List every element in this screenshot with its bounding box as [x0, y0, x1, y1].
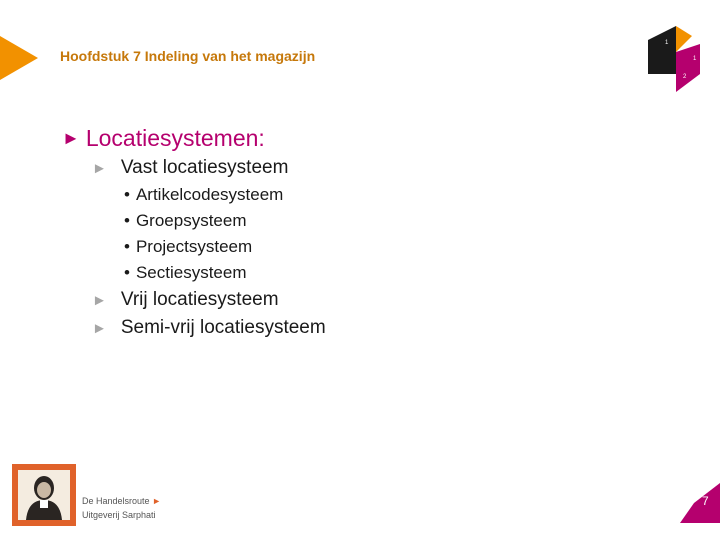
play-arrow-icon: ► — [92, 159, 107, 177]
logo-digit-2: 1 — [693, 56, 697, 62]
play-arrow-icon: ► — [92, 291, 107, 309]
publisher-imprint: Uitgeverij Sarphati — [82, 510, 156, 520]
slide-content — [62, 122, 326, 342]
main-heading — [62, 122, 326, 154]
bullet-dot-icon: • — [124, 211, 130, 230]
sub-list-item-label: Artikelcodesysteem — [135, 185, 284, 204]
portrait-image — [18, 470, 70, 520]
bullet-dot-icon: • — [124, 185, 130, 204]
publisher-name — [82, 496, 161, 506]
list-item-label: Vast locatiesysteem — [120, 157, 289, 178]
orange-triangle-decoration — [0, 36, 38, 80]
brand-logo-mark — [648, 26, 710, 92]
sub-list-item — [124, 208, 326, 234]
publisher-logo — [12, 464, 164, 526]
publisher-name-text: De Handelsroute — [82, 496, 150, 506]
page-number-badge — [680, 483, 720, 523]
chapter-title: Hoofdstuk 7 Indeling van het magazijn — [60, 48, 316, 64]
sub-list-item — [124, 182, 326, 208]
list-item — [92, 314, 326, 342]
play-arrow-icon: ► — [62, 127, 80, 148]
main-heading-text: Locatiesystemen: — [85, 124, 265, 151]
logo-digit-1: 1 — [665, 40, 669, 46]
logo-digit-3: 2 — [683, 74, 687, 80]
portrait-frame — [12, 464, 76, 526]
portrait-illustration — [18, 470, 70, 520]
play-arrow-icon: ► — [92, 319, 107, 337]
list-item — [92, 154, 326, 182]
sub-list-item-label: Sectiesysteem — [135, 263, 247, 282]
sub-list-item-label: Groepsysteem — [135, 211, 247, 230]
bullet-dot-icon: • — [124, 237, 130, 256]
sub-list-item-label: Projectsysteem — [135, 237, 253, 256]
list-item-label: Semi-vrij locatiesysteem — [120, 317, 326, 338]
list-item-label: Vrij locatiesysteem — [120, 289, 279, 310]
sub-list-item — [124, 234, 326, 260]
sub-list-item — [124, 260, 326, 286]
page-number: 7 — [702, 494, 709, 508]
list-item — [92, 286, 326, 314]
bullet-dot-icon: • — [124, 263, 130, 282]
play-arrow-icon: ► — [152, 496, 161, 506]
